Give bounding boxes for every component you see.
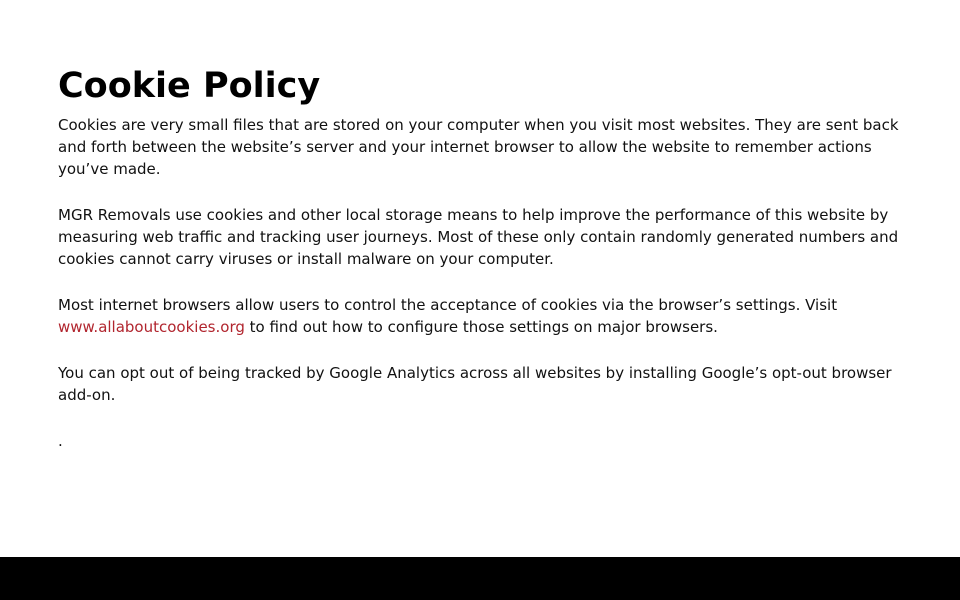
cookie-policy-content (58, 64, 908, 476)
footer-bar (0, 557, 960, 600)
paragraph-mgr-cookie-usage: MGR Removals use cookies and other local storage means to help improve the performance of this website by measuring web traffic and tracking user journeys. Most of these only contain randomly generated numbers and cookies cannot carry viruses or install malware on your computer. (58, 206, 899, 268)
paragraph-google-analytics-optout: You can opt out of being tracked by Google Analytics across all websites by installing Google’s opt-out browser add-on. (58, 364, 892, 404)
paragraph-browser-settings (58, 294, 908, 338)
allaboutcookies-link[interactable]: www.allaboutcookies.org (58, 318, 245, 336)
browser-settings-text-end: to find out how to configure those settings on major browsers. (244, 318, 718, 336)
page-title: Cookie Policy (58, 66, 321, 106)
paragraph-cookies-definition: Cookies are very small files that are stored on your computer when you visit most websites. They are sent back and forth between the website’s server and your internet browser to allow the website to remember actions you’ve made. (58, 116, 899, 178)
browser-settings-text-start: Most internet browsers allow users to control the acceptance of cookies via the browser’s settings. Visit (58, 296, 838, 314)
paragraph-trailing-period: . (58, 432, 63, 450)
